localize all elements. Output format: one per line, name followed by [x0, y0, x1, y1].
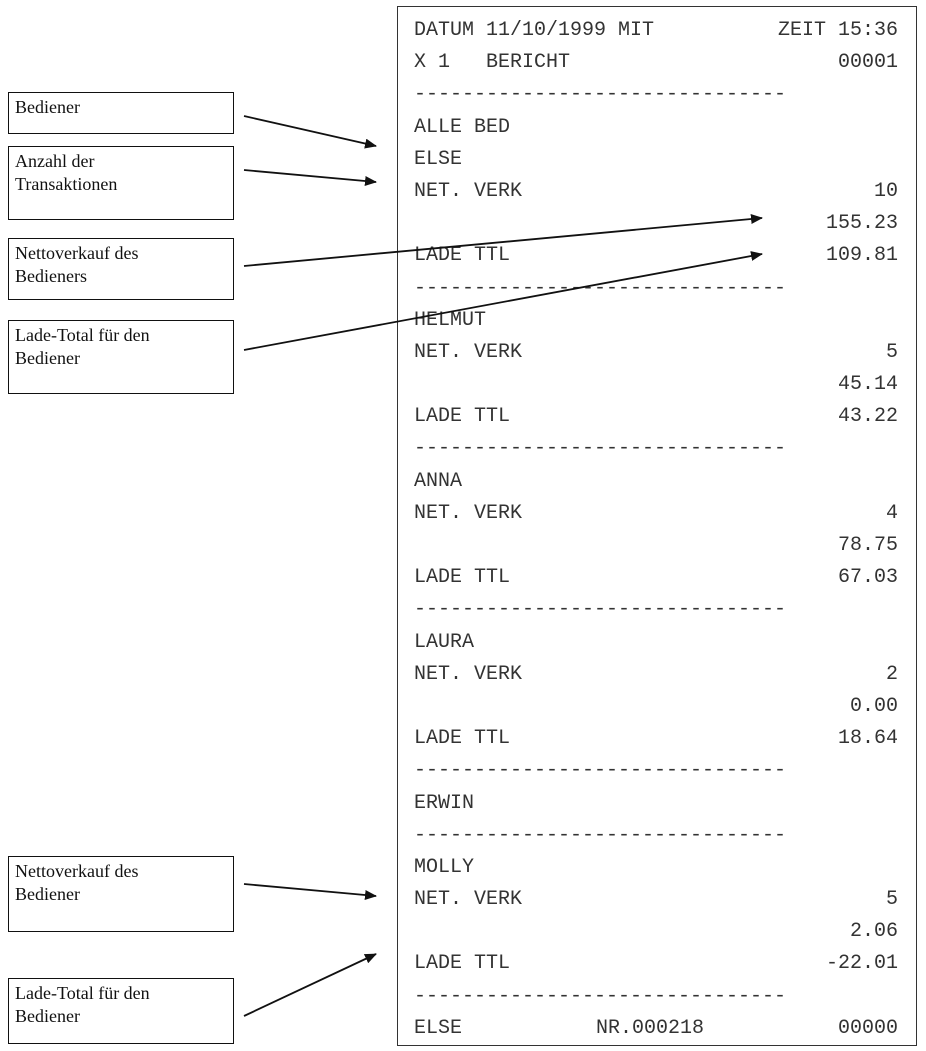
operator-name: LAURA: [414, 630, 475, 654]
net-amount: 155.23: [825, 212, 898, 236]
net-amount: 2.06: [849, 920, 898, 944]
receipt-report-number: 00001: [837, 51, 898, 75]
callout-netto1-line2: Bedieners: [15, 266, 87, 286]
receipt-report-title: X 1 BERICHT: [414, 51, 571, 75]
callout-netto2-line1: Nettoverkauf des: [15, 861, 139, 881]
arrow-nettoverkauf-1: [244, 218, 762, 266]
net-amount: 45.14: [837, 373, 898, 397]
receipt-time: ZEIT 15:36: [777, 19, 898, 42]
drawer-total-label: LADE TTL: [414, 244, 511, 268]
drawer-total-label: LADE TTL: [414, 405, 511, 429]
callout-lade1-line1: Lade-Total für den: [15, 325, 150, 345]
operator-name: ELSE: [414, 147, 463, 171]
all-operators-text: ALLE BED: [414, 115, 511, 139]
net-amount: 0.00: [849, 694, 898, 718]
arrow-lade-total-2: [244, 954, 376, 1016]
callout-netto1-line1: Nettoverkauf des: [15, 243, 139, 263]
drawer-total: -22.01: [825, 952, 898, 976]
drawer-total-label: LADE TTL: [414, 566, 511, 590]
receipt-separator: -------------------------------: [414, 83, 787, 107]
callout-netto2-line2: Bediener: [15, 884, 80, 904]
arrow-nettoverkauf-2: [244, 884, 376, 896]
operator-name: ANNA: [414, 469, 463, 493]
footer-code: 00000: [837, 1016, 898, 1040]
arrow-anzahl: [244, 170, 376, 182]
net-sales-label: NET. VERK: [414, 888, 523, 912]
net-sales-label: NET. VERK: [414, 340, 523, 364]
net-sales-label: NET. VERK: [414, 179, 523, 203]
net-amount: 78.75: [837, 534, 898, 557]
drawer-total: 18.64: [837, 727, 898, 751]
receipt-separator: -------------------------------: [414, 598, 787, 622]
footer-operator: ELSE: [414, 1016, 463, 1040]
callout-lade2-line1: Lade-Total für den: [15, 983, 150, 1003]
drawer-total-label: LADE TTL: [414, 727, 511, 751]
operator-name: ERWIN: [414, 791, 475, 815]
footer-number: NR.000218: [595, 1016, 705, 1040]
arrow-lade-total-1: [244, 254, 762, 350]
drawer-total-label: LADE TTL: [414, 952, 511, 976]
receipt-separator: -------------------------------: [414, 823, 787, 847]
callout-anzahl-line2: Transaktionen: [15, 174, 118, 194]
operator-name: HELMUT: [414, 308, 487, 332]
receipt-separator: -------------------------------: [414, 276, 787, 300]
receipt-separator: -------------------------------: [414, 759, 787, 783]
drawer-total: 67.03: [837, 566, 898, 590]
transaction-count: 5: [885, 888, 898, 912]
net-sales-label: NET. VERK: [414, 501, 523, 525]
receipt-separator: -------------------------------: [414, 437, 787, 461]
callout-lade1-line2: Bediener: [15, 348, 80, 368]
transaction-count: 10: [873, 179, 898, 203]
transaction-count: 2: [885, 662, 898, 686]
callout-bediener-text: Bediener: [15, 97, 80, 117]
callout-lade2-line2: Bediener: [15, 1006, 80, 1026]
drawer-total: 43.22: [837, 405, 898, 429]
operator-name: MOLLY: [414, 855, 475, 879]
transaction-count: 5: [885, 340, 898, 364]
net-sales-label: NET. VERK: [414, 662, 523, 686]
receipt-date: DATUM 11/10/1999 MIT: [414, 19, 655, 42]
callout-anzahl-line1: Anzahl der: [15, 151, 95, 171]
receipt-separator: -------------------------------: [414, 984, 787, 1008]
arrow-bediener: [244, 116, 376, 146]
transaction-count: 4: [885, 501, 898, 525]
drawer-total: 109.81: [825, 244, 898, 268]
